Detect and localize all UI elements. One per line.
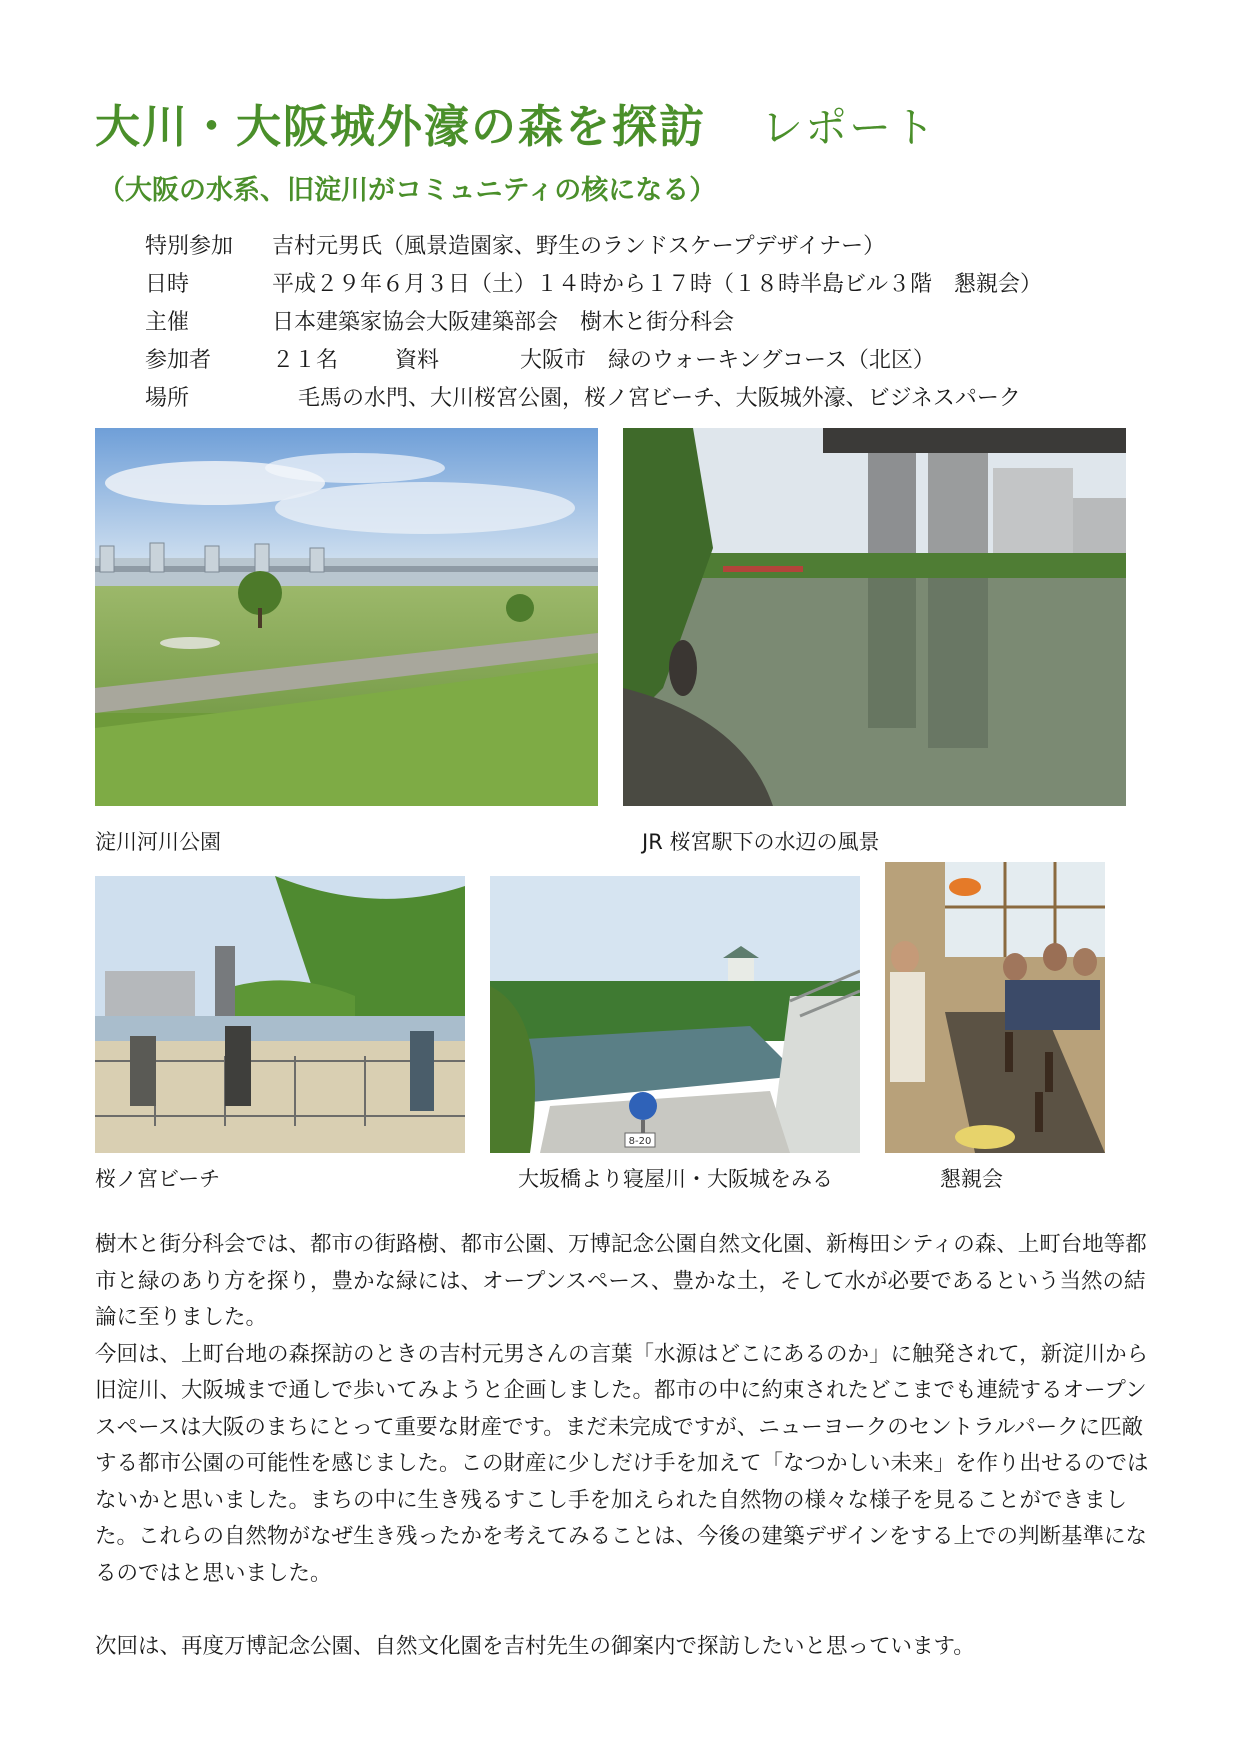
title-text: 大川・大阪城外濠の森を探訪 bbox=[95, 100, 707, 153]
date-value: 平成２９年６月３日（土）１４時から１７時（１８時半島ビル３階 懇親会） bbox=[272, 272, 1043, 297]
participants-label: 参加者 bbox=[145, 348, 212, 373]
special-label: 特別参加 bbox=[145, 234, 234, 259]
road-sign-text: 8-20 bbox=[628, 1136, 652, 1147]
report-body bbox=[95, 1227, 1155, 1665]
body-paragraph: 今回は、上町台地の森探訪のときの吉村元男さんの言葉「水源はどこにあるのか」に触発されて，新淀川から旧淀川、大阪城まで通しで歩いてみようと企画しました。都市の中に約束されたどこまでも連続するオープンスペースは大阪のまちにとって重要な財産です。まだ未完成ですが、ニューヨークのセントラルパークに匹敵する都市公園の可能性を感じました。この財産に少しだけ手を加えて「なつかしい未来」を作り出せるのではないかと思いました。まちの中に生き残るすこし手を加えられた自然物の様々な様子を見ることができました。これらの自然物がなぜ生き残ったかを考えてみることは、今後の建築デザインをする上での判断基準になるのではと思いました。 bbox=[95, 1341, 1149, 1586]
paragraph-spacer bbox=[95, 1592, 1155, 1629]
caption-osaka-castle-view: 大坂橋より寝屋川・大阪城をみる bbox=[518, 1167, 833, 1191]
participants-value: ２１名 bbox=[272, 348, 339, 373]
event-info bbox=[145, 228, 1145, 418]
info-row-date bbox=[145, 266, 1145, 304]
photo-reception bbox=[885, 862, 1105, 1153]
info-row-place bbox=[145, 380, 1145, 418]
photo-sakuranomiya-waterside bbox=[623, 428, 1126, 806]
special-value: 吉村元男氏（風景造園家、野生のランドスケープデザイナー） bbox=[272, 234, 886, 259]
host-label: 主催 bbox=[145, 310, 190, 335]
body-paragraph: 次回は、再度万博記念公園、自然文化園を吉村先生の御案内で探訪したいと思っています。 bbox=[95, 1633, 975, 1659]
photo-osaka-castle-view bbox=[490, 876, 860, 1153]
materials-value: 大阪市 緑のウォーキングコース（北区） bbox=[520, 348, 935, 373]
page-title bbox=[95, 90, 1155, 155]
info-row-special bbox=[145, 228, 1145, 266]
info-row-host bbox=[145, 304, 1145, 342]
info-row-participants bbox=[145, 342, 1145, 380]
photo-yodogawa-park bbox=[95, 428, 598, 806]
date-label: 日時 bbox=[145, 272, 190, 297]
host-value: 日本建築家協会大阪建築部会 樹木と街分科会 bbox=[272, 310, 735, 335]
caption-yodogawa-park: 淀川河川公園 bbox=[95, 830, 221, 854]
place-value: 毛馬の水門、大川桜宮公園，桜ノ宮ビーチ、大阪城外濠、ビジネスパーク bbox=[298, 386, 1021, 411]
photo-sakuranomiya-beach bbox=[95, 876, 465, 1153]
page-subtitle: （大阪の水系、旧淀川がコミュニティの核になる） bbox=[98, 175, 717, 206]
caption-sakuranomiya-waterside: JR 桜宮駅下の水辺の風景 bbox=[642, 830, 880, 854]
title-suffix: レポート bbox=[761, 103, 938, 152]
materials-label: 資料 bbox=[395, 348, 440, 373]
caption-reception: 懇親会 bbox=[940, 1167, 1003, 1191]
caption-sakuranomiya-beach: 桜ノ宮ビーチ bbox=[95, 1167, 221, 1191]
place-label: 場所 bbox=[145, 386, 190, 411]
body-paragraph: 樹木と街分科会では、都市の街路樹、都市公園、万博記念公園自然文化園、新梅田シティの森、上町台地等都市と緑のあり方を探り，豊かな緑には、オープンスペース、豊かな土，そして水が必要であるという当然の結論に至りました。 bbox=[95, 1232, 1147, 1330]
